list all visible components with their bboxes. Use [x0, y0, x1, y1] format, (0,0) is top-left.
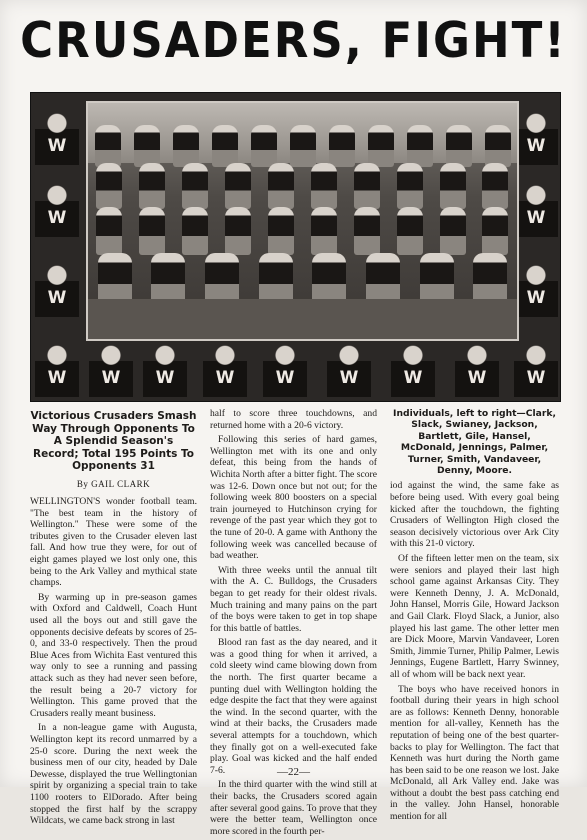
photo-ground: [88, 299, 517, 339]
team-player: [420, 253, 454, 305]
team-player: [311, 163, 337, 209]
team-player: [473, 253, 507, 305]
portrait-letter: W: [467, 368, 487, 388]
team-player: [139, 163, 165, 209]
team-player: [354, 207, 380, 255]
article-paragraph: By warming up in pre-season games with Oxford and Caldwell, Coach Hunt used all the boys out and still gave the opponents decisive defeats by scores of 25-0, and 33-0 respectively. Then the proud Blue Aces from Wichita East ventured this way only to see a running and passing attack such as they had never seen before, the result being a 20-7 victory for Wellington. This game proved that the Crusaders really meant business.: [30, 591, 197, 719]
team-player: [205, 253, 239, 305]
team-player: [366, 253, 400, 305]
player-portrait: [35, 259, 79, 317]
photo-row-seated: [88, 253, 517, 305]
team-player: [312, 253, 346, 305]
article-paragraph: The boys who have received honors in football during their years in high school are as follows: Kenneth Denny, honorable mention for all-valley, Kenneth has the reputation of being one of the best quarter-backs to play for Wellington. The fact that Kenneth was hurt during the North game has been said to be one reason we lost. Jake McDonald, all Ark Valley end. Jake was without a doubt the best pass catching end in the valley. John Hansel, honorable mention for all: [390, 683, 559, 823]
portrait-letter: W: [526, 208, 546, 228]
team-group-photo: [86, 101, 519, 341]
player-portrait: [35, 339, 79, 397]
article-paragraph: With three weeks until the annual tilt with the A. C. Bulldogs, the Crusaders began to get ready for their oldest rivals. Much training and many pains on the part of the boys were taken to get in top shape for this battle of battles.: [210, 564, 377, 634]
team-player: [182, 163, 208, 209]
portrait-letter: W: [275, 368, 295, 388]
team-player: [482, 207, 508, 255]
team-player: [259, 253, 293, 305]
portrait-letter: W: [47, 288, 67, 308]
team-player: [354, 163, 380, 209]
page-number: —22—: [277, 766, 310, 778]
portrait-letter: W: [47, 368, 67, 388]
portrait-letter: W: [155, 368, 175, 388]
team-player: [134, 125, 160, 167]
team-player: [251, 125, 277, 167]
team-player: [290, 125, 316, 167]
team-player: [311, 207, 337, 255]
team-photo: [30, 92, 561, 402]
player-portrait: [35, 107, 79, 165]
page-headline: CRUSADERS, FIGHT!: [20, 11, 567, 70]
photo-row-back: [88, 125, 517, 167]
article-byline: By GAIL CLARK: [76, 478, 151, 489]
team-player: [268, 207, 294, 255]
portrait-letter: W: [215, 368, 235, 388]
player-portrait: [89, 339, 133, 397]
team-player: [368, 125, 394, 167]
player-portrait: [35, 179, 79, 237]
team-player: [225, 163, 251, 209]
article-column-3: [390, 408, 559, 826]
team-player: [96, 207, 122, 255]
player-portrait: [391, 339, 435, 397]
team-player: [95, 125, 121, 167]
team-player: [440, 163, 466, 209]
player-portrait: [203, 339, 247, 397]
portrait-letter: W: [47, 208, 67, 228]
team-player: [173, 125, 199, 167]
team-player: [212, 125, 238, 167]
player-portrait: [514, 259, 558, 317]
article-paragraph: Of the fifteen letter men on the team, six were seniors and played their last high school game against Arkansas City. They were Kenneth Denny, J. A. McDonald, John Hansel, Morris Gile, Howard Jackson and Gail Clark. Floyd Slack, a Junior, also played his last game. The other letter men are Dick Moore, Marvin Vandaveer, Loren Smith, Jimmie Turner, Philip Palmer, Lewis Jennings, Eugene Bartlett, Harry Swinney, all of whom will be back next year.: [390, 553, 559, 680]
article-paragraph: Following this series of hard games, Wellington met with its one and only defeat, this being from the hands of Wichita North after a bitter fight. The score was 12-6. Down once but not out; for the following week 800 boosters on a special train journeyed to Hutchinson crying for revenge of the past year which they got to the tune of 20-0. A game with Anthony the following week was cancelled because of bad weather.: [210, 434, 377, 562]
player-portrait: [143, 339, 187, 397]
team-player: [268, 163, 294, 209]
player-portrait: [514, 339, 558, 397]
player-portrait: [327, 339, 371, 397]
article-paragraph: In the third quarter with the wind still at their backs, the Crusaders scored again after several good gains. To prove that they were the better team, Wellington once more scored in the fourth per-: [210, 779, 377, 837]
article-paragraph: half to score three touchdowns, and returned home with a 20-6 victory.: [210, 408, 377, 431]
team-player: [446, 125, 472, 167]
player-portrait: [455, 339, 499, 397]
portrait-letter: W: [526, 368, 546, 388]
team-player: [482, 163, 508, 209]
player-portrait: [514, 179, 558, 237]
team-player: [151, 253, 185, 305]
player-portrait: [263, 339, 307, 397]
team-player: [397, 163, 423, 209]
portrait-letter: W: [403, 368, 423, 388]
team-player: [98, 253, 132, 305]
team-player: [397, 207, 423, 255]
team-player: [407, 125, 433, 167]
article-paragraph: iod against the wind, the same fake as before being used. With every goal being kicked after the touchdown, the fighting Crusaders of Wellington High closed the season decisively victorious over Ark City with this 21-0 victory.: [390, 480, 559, 550]
photo-caption: Individuals, left to right—Clark, Slack, Swianey, Jackson, Bartlett, Gile, Hansel, McDonald, Jennings, Palmer, Turner, Smith, Vandaveer, Denny, Moore.: [393, 408, 556, 477]
article-paragraph: WELLINGTON'S wonder football team. "The best team in the history of Wellington." These were some of the tributes given to the Crusader eleven last fall. And how true they were, for out of eight games played we lost only one, this being to the Ark Valley and mythical state champs.: [30, 496, 197, 589]
portrait-letter: W: [526, 288, 546, 308]
team-player: [225, 207, 251, 255]
team-player: [485, 125, 511, 167]
team-player: [329, 125, 355, 167]
portrait-letter: W: [526, 136, 546, 156]
team-player: [96, 163, 122, 209]
article-paragraph: In a non-league game with Augusta, Wellington kept its record unmarred by a 25-0 score. During the next week the business men of our city, headed by Dale Dewesse, displayed the true Wellingtonian spirit by organizing a special train to take 1100 rooters to ElDorado. After being stopped the first half by the scrappy Wildcats, we came back strong in last: [30, 722, 197, 827]
article-subhead: Victorious Crusaders Smash Way Through Opponents To A Splendid Season's Record; Total 195 Points To Opponents 31: [30, 410, 197, 472]
photo-row-middle: [88, 163, 517, 209]
team-player: [440, 207, 466, 255]
team-player: [182, 207, 208, 255]
portrait-letter: W: [101, 368, 121, 388]
team-player: [139, 207, 165, 255]
player-portrait: [514, 107, 558, 165]
portrait-letter: W: [339, 368, 359, 388]
article-paragraph: Blood ran fast as the day neared, and it was a good thing for when it arrived, a cold sleety wind came blowing down from the north. The first quarter became a punting duel with Wellington holding the edge despite the fact that they were against the wind. In the second quarter, with the wind at their backs, the Crusaders made several attempts for a touchdown, which they finally got on a well-executed fake play. Goal was kicked and the half ended 7-6.: [210, 637, 377, 776]
portrait-letter: W: [47, 136, 67, 156]
photo-row-front: [88, 207, 517, 255]
